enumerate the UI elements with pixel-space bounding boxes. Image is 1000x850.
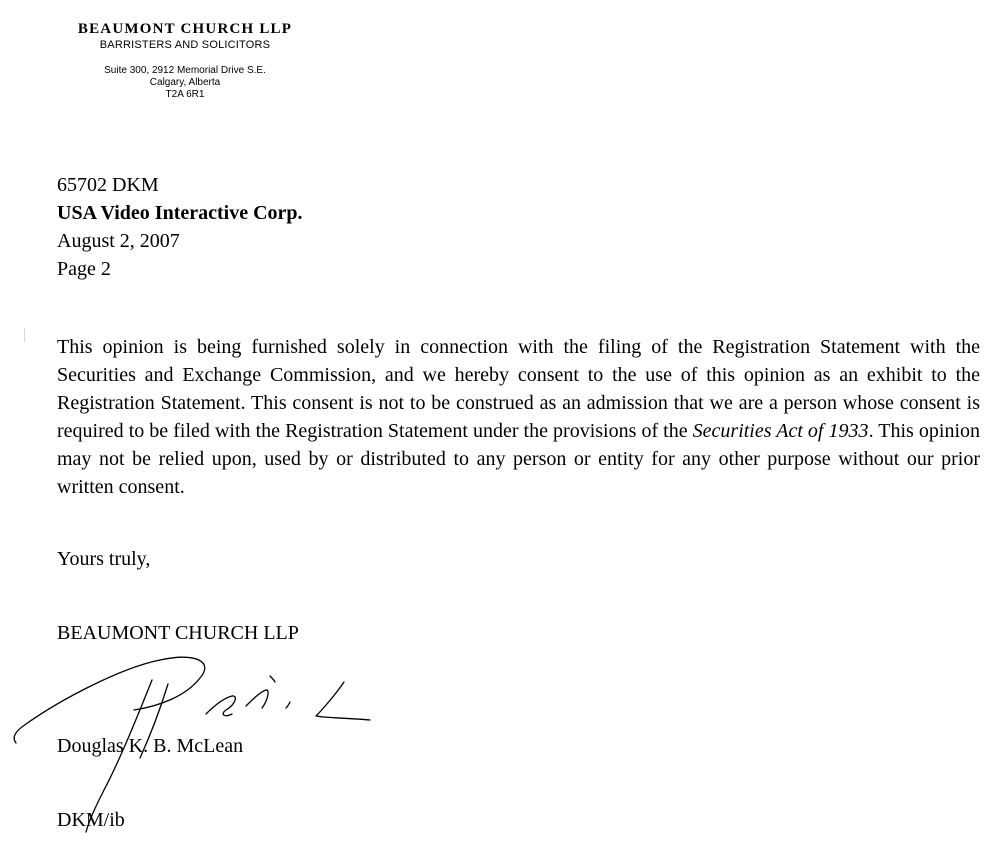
firm-subtitle: BARRISTERS AND SOLICITORS <box>99 39 271 51</box>
act-name: Securities Act of 1933 <box>692 420 869 442</box>
closing-salutation: Yours truly, <box>57 548 151 570</box>
company-name: USA Video Interactive Corp. <box>57 202 303 224</box>
firm-address <box>40 65 330 101</box>
firm-name: BEAUMONT CHURCH LLP <box>77 21 293 37</box>
address-line-3: T2A 6R1 <box>165 89 205 100</box>
address-line-1: Suite 300, 2912 Memorial Drive S.E. <box>104 65 266 76</box>
signoff-firm-name: BEAUMONT CHURCH LLP <box>57 622 299 644</box>
reference-initials: DKM/ib <box>57 809 125 831</box>
body-paragraph <box>57 333 980 501</box>
letter-date: August 2, 2007 <box>57 230 180 252</box>
margin-mark <box>24 328 25 342</box>
address-line-2: Calgary, Alberta <box>149 77 221 88</box>
file-number: 65702 DKM <box>57 174 159 196</box>
body-text-part-1: This opinion is being furnished solely in connection with the filing of the Registration Statement with the Securities and Exchange Commission, and we hereby consent to the use of this opinion as an exhibit to the Registration Statement. This consent is not to be construed as an admission that we are a person whose consent is required to be filed with the Registration Statement under the provisions of the <box>57 336 980 442</box>
letterhead <box>40 20 330 101</box>
signer-name: Douglas K. B. McLean <box>57 735 244 757</box>
page-number: Page 2 <box>57 258 111 280</box>
reference-block <box>57 171 303 283</box>
body-text-part-2: . This opinion may not be relied upon, used by or distributed to any person or entity for any other purpose without our prior written consent. <box>57 420 980 498</box>
